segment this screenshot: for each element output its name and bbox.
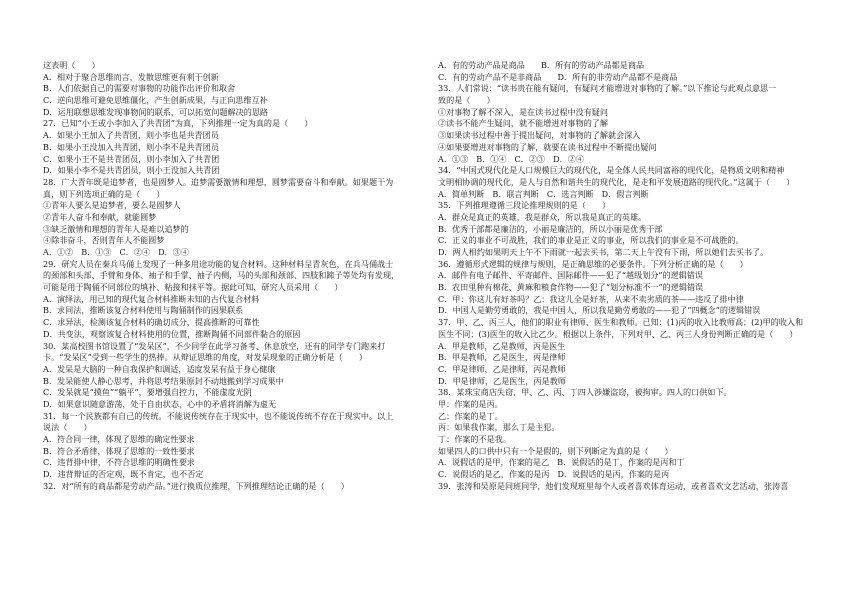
text-line: 31．每一个民族都有自己的传统。不能说传统存在于现实中，也不能说传统不存在于现实中。以上 [43, 410, 394, 421]
text-line: 文明相协调的现代化，是人与自然和谐共生的现代化，是走和平发展道路的现代化。”这属于（ ） [438, 176, 795, 187]
text-line: 27．已知“小王或小李加入了共青团”为真，下列推理一定为真的是（ ） [43, 118, 313, 129]
text-line: A．①③ B．①④ C．②③ D．②④ [438, 153, 584, 164]
text-line: 丁：作案的不是我。 [438, 434, 511, 444]
text-line: ③如果读书过程中善于提出疑问，对事物的了解就会深入 [438, 130, 641, 141]
text-line: ④如果要增进对事物的了解，就要在读书过程中不断提出疑问 [438, 141, 657, 152]
text-line: A．如果小王加入了共青团，则小李也是共青团员 [43, 130, 219, 141]
text-line: B．发呆能使人静心思考，并将思考结果原封不动地搬到学习成果中 [43, 375, 284, 386]
text-line: 医生不同；(3)医生的收入比乙少。根据以上条件，下列对甲、乙、丙三人身份判断正确的是（ ） [438, 328, 798, 339]
text-line: C．甲是律师，乙是律师，丙是教师 [438, 363, 566, 374]
text-line: A．发呆是大脑的一种自我保护和调适，适度发呆有益于身心健康 [43, 363, 276, 374]
text-line: 的颈部和头部、手臂和身体、袖子和手掌、袖子内侧，马的头部和颈部、四肢和蹄子等处均有发现， [43, 270, 400, 281]
text-line: B．农田里种有棉花、黄麻和粮食作物——犯了“划分标准不一”的逻辑错误 [438, 282, 704, 293]
text-line: A．简单判断 B．联言判断 C．选言判断 D．假言判断 [438, 188, 649, 199]
text-line: B．如果小王没加入共青团，则小李不是共青团员 [43, 141, 219, 152]
text-line: 这表明（ ） [43, 60, 100, 70]
text-line: 29．研究人员在秦兵马俑上发现了一种多用途功能的复合材料。这种材料呈青灰色，在兵马俑战士 [43, 258, 394, 269]
text-line: D．违背辩证的否定观，既不肯定，也不否定 [43, 469, 204, 480]
text-line: C．发呆就是“摸鱼”“躺平”，要增强自控力，不能虚度光阴 [43, 387, 252, 398]
text-line: C．如果小王不是共青团员，则小李加入了共青团 [43, 153, 220, 164]
text-line: 甲：作案的是丙。 [438, 398, 503, 409]
text-line: D．两人相约如果明天上午不下雨就一起去买书，第二天上午没有下雨，所以她们去买书了。 [438, 247, 769, 257]
text-line: 说法（ ） [43, 422, 92, 433]
text-line: ④除非奋斗，否则青年人不能圆梦 [43, 235, 165, 246]
text-line: C．有的劳动产品不是非商品 D．所有的非劳动产品都不是商品 [438, 71, 678, 82]
text-line: ①青年人要么是追梦者，要么是圆梦人 [43, 200, 181, 211]
text-line: 36．遵循形式逻辑的规律与规则，是正确思维的必要条件。下列分析正确的是（ ） [438, 258, 748, 269]
text-line: B．求同法，推断该复合材料使用与陶俑制作的因果联系 [43, 305, 244, 316]
text-line: C．逆向思维可避免思维僵化，产生创新成果，与正向思维互补 [43, 95, 268, 106]
text-line: B．人们依据自己的需要对事物的功能作出评价和取舍 [43, 83, 236, 94]
text-line: 33．人们常说：“读书贵在能有疑问，有疑问才能增进对事物的了解。”以下推论与此观点意思一 [438, 83, 777, 94]
text-line: A．演绎法，用已知的现代复合材料推断未知的古代复合材料 [43, 293, 260, 304]
text-line: D．中国人是勤劳勇敢的，我是中国人，所以我是勤劳勇敢的——犯了“四概念”的逻辑错误 [438, 305, 761, 316]
text-line: D．运用联想思维发现事物间的联系，可以拓宽问题解决的思路 [43, 106, 269, 117]
text-line: A．①② B．①③ C．②④ D．③④ [43, 247, 189, 257]
text-line: D．共变法，观察该复合材料使用的位置，推断陶俑不同部件黏合的原因 [43, 328, 301, 339]
left-column [43, 60, 423, 492]
text-line: A．甲是教师，乙是教师，丙是医生 [438, 340, 566, 351]
text-line: 真，则下列选项正确的是（ ） [43, 188, 165, 199]
text-line: A．群众是真正的英雄，我是群众，所以我是真正的英雄。 [438, 211, 647, 222]
text-line: 32．对“所有的商品都是劳动产品。”进行换质位推理，下列推理结论正确的是（ ） [43, 480, 349, 491]
text-line: ③缺乏激情和理想的青年人是难以追梦的 [43, 223, 189, 234]
text-line: 38．某珠宝商店失窃，甲、乙、丙、丁四人涉嫌盗窃，被拘审。四人的口供如下。 [438, 387, 732, 398]
text-line: 丙：如果我作案，那么丁是主犯。 [438, 422, 560, 433]
text-line: ②读书不能产生疑问，就不能增进对事物的了解 [438, 118, 608, 129]
text-line: 34．“中国式现代化是人口规模巨大的现代化，是全体人民共同富裕的现代化，是物质文明和精神 [438, 165, 785, 176]
text-line: B．甲是教师，乙是医生，丙是律师 [438, 352, 566, 363]
text-line: A．说假话的是甲，作案的是乙 B．说假话的是丁，作案的是丙和丁 [438, 457, 685, 468]
text-line: B．优秀干部都是廉洁的，小丽是廉洁的，所以小丽是优秀干部 [438, 223, 663, 234]
text-line: 乙：作案的是丁。 [438, 410, 503, 421]
text-line: D．甲是律师，乙是医生，丙是教师 [438, 375, 566, 386]
text-line: A．有的劳动产品是商品 B．所有的劳动产品都是商品 [438, 60, 645, 70]
text-line: C．求异法，检测该复合材料的确切成分，提高推断的可靠性 [43, 317, 260, 328]
right-column [438, 60, 818, 492]
text-line: ①对事物了解不深入，是在读书过程中没有疑问 [438, 106, 608, 117]
text-line: 35．下列推理遵循三段论推理规则的是（ ） [438, 200, 611, 211]
text-line: A．符合同一律，体现了思维的确定性要求 [43, 434, 195, 444]
text-line: 致的是（ ） [438, 95, 495, 106]
text-line: 28．广大青年既是追梦者，也是圆梦人。追梦需要激情和理想，圆梦需要奋斗和奉献。如果题干为 [43, 176, 394, 187]
text-line: 39．张涛和吴原是同班同学，他们发现班里每个人或者喜欢体育运动，或者喜欢文艺活动，张涛喜 [438, 480, 789, 491]
text-line: B．符合矛盾律，体现了思维的一致性要求 [43, 445, 195, 456]
text-line: A．相对于聚合思维而言，发散思维更有利于创新 [43, 71, 219, 82]
text-line: 卡。“发呆区”受到一些学生的热捧。从辩证思维的角度，对发呆现象的正确分析是（ ） [43, 352, 367, 363]
text-line: 如果四人的口供中只有一个是假的，则下列断定为真的是（ ） [438, 445, 673, 456]
text-line: A．邮件有电子邮件、平寄邮件、国际邮件——犯了“越级划分”的逻辑错误 [438, 270, 704, 281]
text-line: D．如果小李不是共青团员，则小王没加入共青团 [43, 165, 220, 176]
text-line: D．如果意识随意游荡，处于自由状态，心中的矛盾将消解为虚无 [43, 398, 277, 409]
text-line: C．正义的事业不可战胜，我们的事业是正义的事业，所以我们的事业是不可战胜的。 [438, 235, 744, 246]
text-line: C．违背排中律，不符合思维的明确性要求 [43, 457, 195, 468]
text-line: 37．甲、乙、丙三人，他们的职业有律师、医生和教师。已知：(1)丙的收入比教师高；(2)甲的收入和 [438, 317, 804, 328]
text-line: 可能是用于陶俑不同部位的填补、粘接和抹平等。据此可知，研究人员采用（ ） [43, 282, 343, 293]
text-line: 30．某高校图书馆设置了“发呆区”，不少同学在此学习备考、休息放空，还有的同学专门跑来打 [43, 340, 386, 351]
text-line: C．说假话的是乙，作案的是丙 D．说假话的是丙，作案的是丙 [438, 469, 670, 480]
text-line: ②青年人奋斗和奉献，就能圆梦 [43, 211, 157, 222]
text-line: C．甲：你这儿有好茶吗？乙：我这儿全是好茶，从来不卖劣质的茶——违反了排中律 [438, 293, 744, 304]
